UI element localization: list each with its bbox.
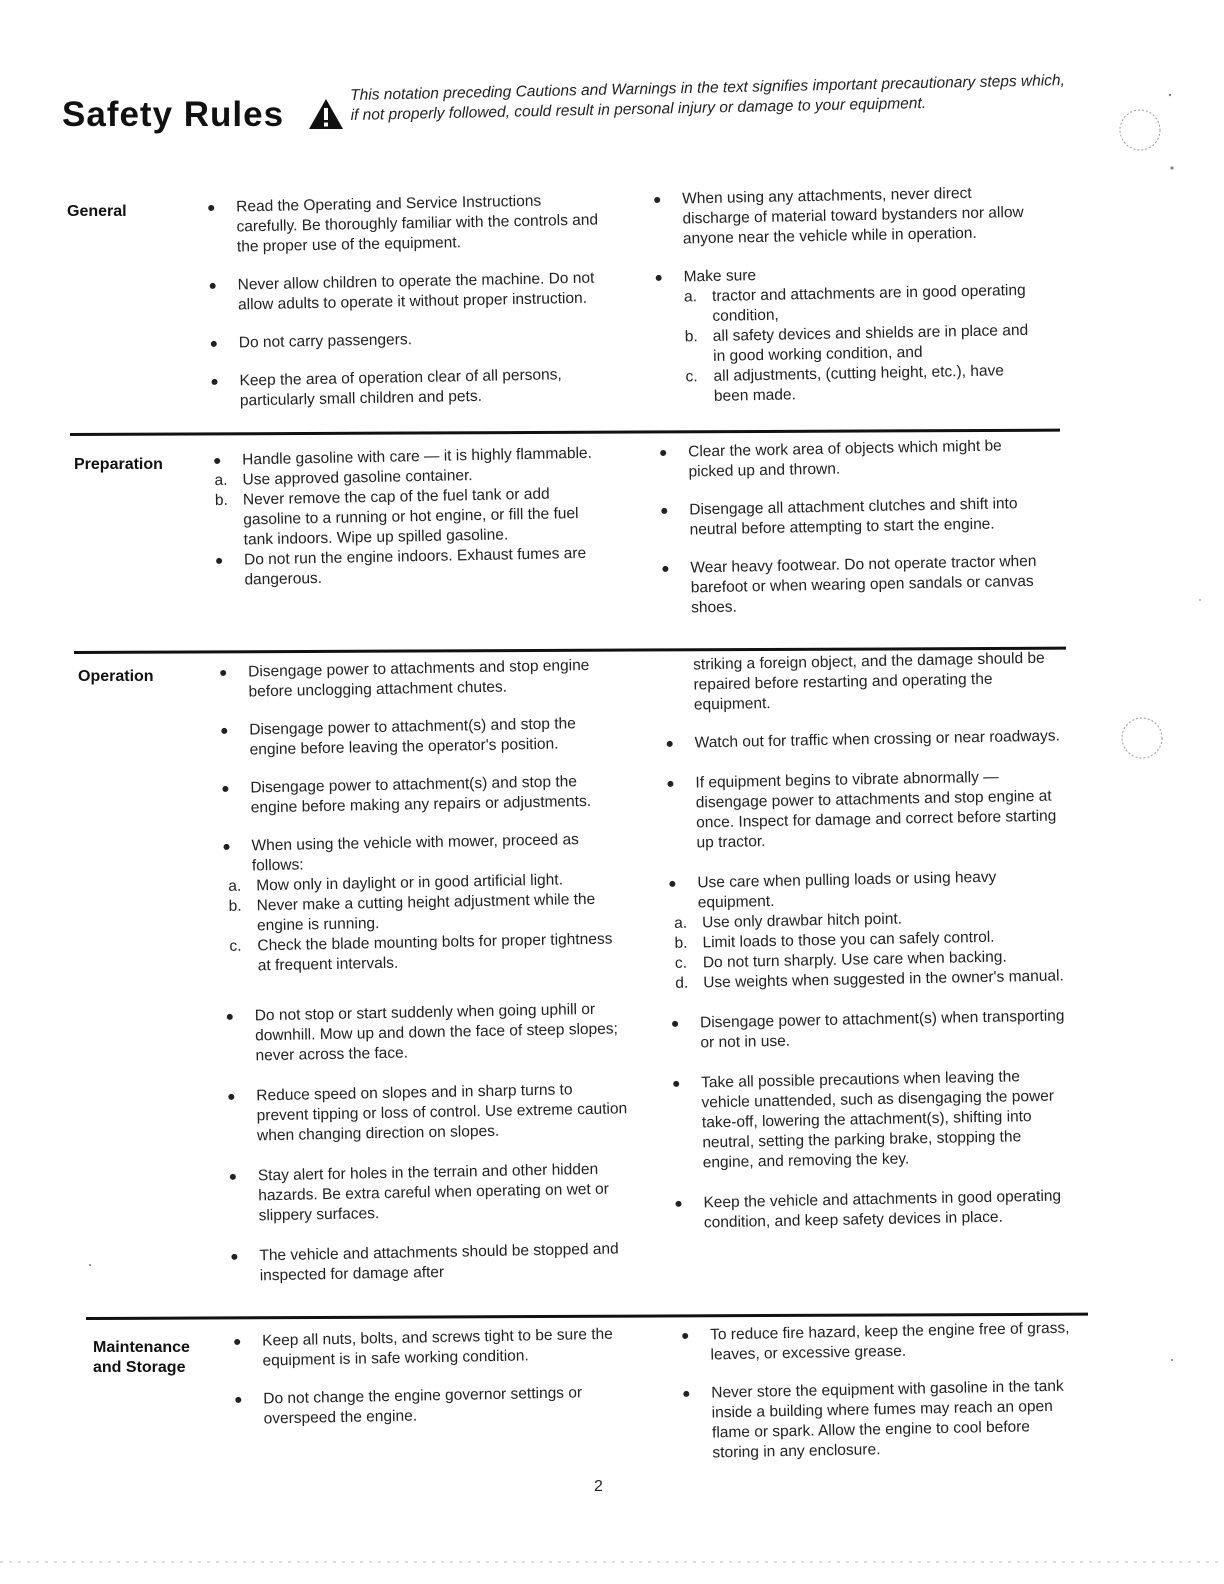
rule-subitem: a. tractor and attachments are in good operating condition, <box>683 281 1026 325</box>
rule-subitem: b. Limit loads to those you can safely control. <box>674 928 995 952</box>
operation-left-column <box>220 655 632 1287</box>
rule-item: When using any attachments, never direct discharge of material toward bystanders nor allow anyone near the vehicle while in operation. <box>654 183 1040 250</box>
general-right-column <box>654 183 1043 408</box>
maintenance-left-column <box>234 1325 616 1430</box>
rule-subitem: a. Mow only in daylight or in good artificial light. <box>228 871 564 895</box>
continued-text: striking a foreign object, and the damage should be repaired before restarting and operating the equipment. <box>693 649 1045 714</box>
rule-item: Disengage all attachment clutches and shift into neutral before attempting to start the engine. <box>661 494 1047 541</box>
rule-item: Read the Operating and Service Instructions carefully. Be thoroughly familiar with the controls and the proper use of the equipment. <box>208 191 599 258</box>
rule-subitem: b. Never make a cutting height adjustment while the engine is running. <box>228 890 596 935</box>
section-divider <box>86 1313 1088 1320</box>
preparation-right-column <box>660 436 1048 619</box>
rule-item: Disengage power to attachments and stop engine before unclogging attachment chutes. <box>220 655 621 703</box>
rule-item: Keep the area of operation clear of all persons, particularly small children and pets. <box>211 364 602 411</box>
operation-right-column <box>665 648 1071 1233</box>
rule-item: Do not run the engine indoors. Exhaust fumes are dangerous. <box>216 544 602 591</box>
rule-item: Never store the equipment with gasoline in the tank inside a building where fumes may reach an open flame or spark. Allow the engine to cool before storing in any enclosure. <box>683 1376 1076 1464</box>
rule-subitem: c. Do not turn sharply. Use care when backing. <box>674 948 1007 972</box>
rule-item: Do not change the engine governor settings or overspeed the engine. <box>235 1383 616 1430</box>
rule-subitem: c. Check the blade mounting bolts for proper tightness at frequent intervals. <box>229 930 613 975</box>
rule-item: Take all possible precautions when leaving the vehicle unattended, such as disengaging the power take-off, lowering the attachment(s), shifting into neutral, setting the parking brake, stopping the engine, and removing the key. <box>673 1066 1070 1174</box>
rule-item: Keep the vehicle and attachments in good operating condition, and keep safety devices in place. <box>675 1186 1071 1234</box>
rule-item: Disengage power to attachment(s) when transporting or not in use. <box>672 1006 1068 1054</box>
rule-subitem: b. all safety devices and shields are in place and in good working condition, and <box>684 321 1029 365</box>
rule-item: Watch out for traffic when crossing or near roadways. <box>666 726 1061 754</box>
section-label-general: General <box>67 203 127 220</box>
rule-subitem: c. all adjustments, (cutting height, etc.), have been made. <box>685 362 1005 405</box>
rule-item: Do not stop or start suddenly when going uphill or downhill. Mow up and down the face of steep slopes; never across the face. <box>227 999 628 1067</box>
rule-subitem: d. Use weights when suggested in the owner's manual. <box>675 967 1064 992</box>
page-title: Safety Rules <box>62 95 285 134</box>
page-number: 2 <box>594 1478 603 1495</box>
rule-item: Make sure <box>655 261 1040 288</box>
rule-item: Stay alert for holes in the terrain and other hidden hazards. Be extra careful when operating on wet or slippery surfaces. <box>230 1159 631 1227</box>
intro-note: This notation preceding Cautions and Warnings in the text signifies important precautionary steps which, if not properly followed, could result in personal injury or damage to your equipment. <box>350 72 1066 124</box>
rule-item: Do not carry passengers. <box>211 326 601 353</box>
rule-item: Never allow children to operate the machine. Do not allow adults to operate it without proper instruction. <box>209 268 600 315</box>
rule-item: Handle gasoline with care — it is highly flammable. <box>214 444 599 471</box>
rule-item: If equipment begins to vibrate abnormally — disengage power to attachments and stop engine at once. Inspect for damage and correct before starting up tractor. <box>667 766 1063 854</box>
section-divider <box>70 429 1060 436</box>
preparation-left-column <box>214 444 602 591</box>
rule-subitem: a. Use only drawbar hitch point. <box>673 910 903 932</box>
section-label-maintenance: Maintenance and Storage <box>93 1339 190 1376</box>
general-left-column <box>208 191 602 412</box>
section-label-preparation: Preparation <box>74 456 163 473</box>
rule-item: Reduce speed on slopes and in sharp turns to prevent tipping or loss of control. Use extreme caution when changing direction on slopes. <box>228 1079 629 1147</box>
rule-item: To reduce fire hazard, keep the engine free of grass, leaves, or excessive grease. <box>682 1318 1075 1366</box>
maintenance-right-column <box>682 1318 1077 1464</box>
section-label-operation: Operation <box>78 668 154 685</box>
rule-item: Keep all nuts, bolts, and screws tight to be sure the equipment is in safe working condition. <box>234 1325 615 1372</box>
rule-subitem: b. Never remove the cap of the fuel tank or add gasoline to a running or hot engine, or fill the fuel tank indoors. Wipe up spilled gasoline. <box>214 485 579 549</box>
rule-item: The vehicle and attachments should be stopped and inspected for damage after <box>231 1239 632 1287</box>
rule-item: Wear heavy footwear. Do not operate tractor when barefoot or when wearing open sandals or canvas shoes. <box>662 552 1048 619</box>
rule-item: Use care when pulling loads or using heavy equipment. <box>669 866 1065 914</box>
warning-triangle-icon <box>308 98 344 130</box>
rule-item: When using the vehicle with mower, proceed as follows: <box>223 829 624 877</box>
rule-item: Disengage power to attachment(s) and stop the engine before making any repairs or adjustments. <box>222 771 623 819</box>
rule-item: Clear the work area of objects which might be picked up and thrown. <box>660 436 1046 483</box>
rule-subitem: a. Use approved gasoline container. <box>214 467 473 489</box>
rule-item: Disengage power to attachment(s) and stop the engine before leaving the operator's position. <box>221 713 622 761</box>
